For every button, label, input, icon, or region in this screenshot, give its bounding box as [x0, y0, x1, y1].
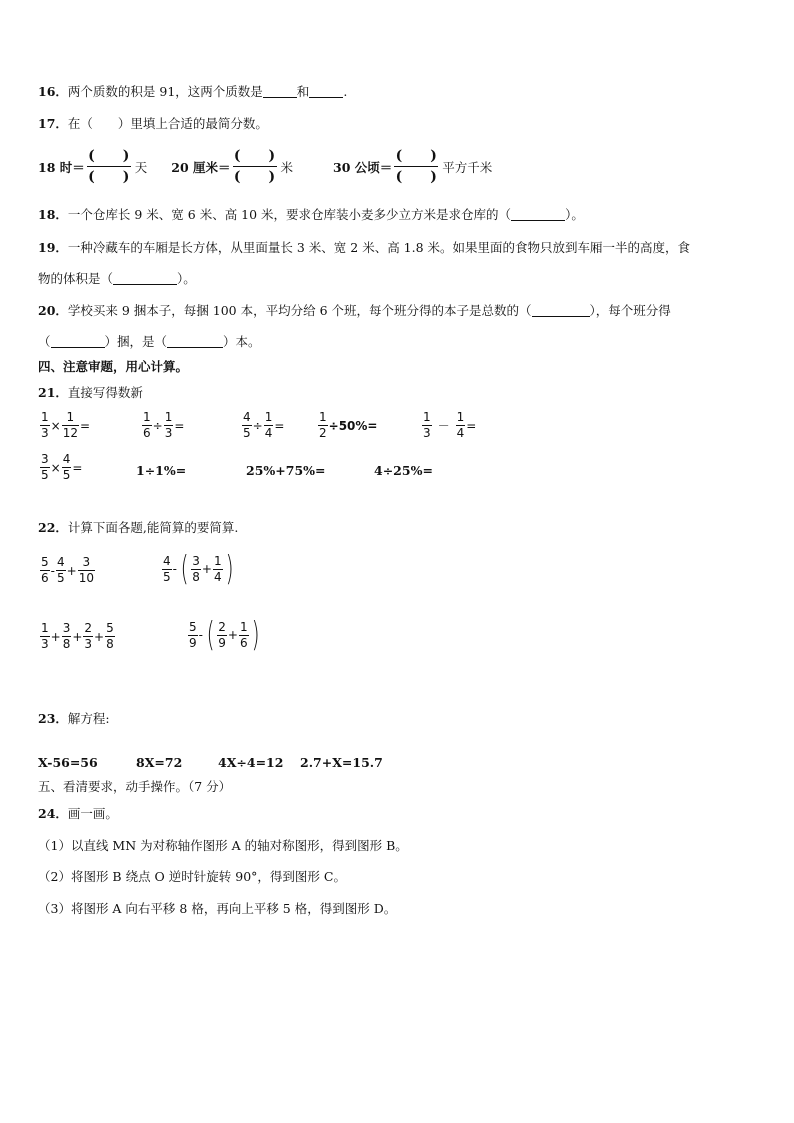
fraction: $\frac{1}{3}$	[423, 410, 431, 440]
question-text: 直接写得数新	[67, 385, 143, 400]
question-text: ）。	[177, 271, 196, 286]
question-number: 18．	[38, 207, 68, 222]
question-19	[38, 240, 690, 256]
question-text: （	[38, 334, 51, 349]
fraction: $\frac{1}{3}$	[41, 410, 49, 440]
fraction: $\frac{5}{9}$	[189, 619, 197, 650]
conversion-unit: 米	[280, 159, 294, 175]
fraction: $\frac{4}{5}$	[243, 410, 251, 440]
fraction: $\frac{2}{9}$	[218, 619, 226, 650]
equation: X-56=56	[38, 755, 98, 770]
question-text: ）捆，是（	[104, 334, 168, 349]
question-text: 计算下面各题,能简算的要简算.	[67, 520, 239, 535]
calc-item: $\frac{1}{6}$ ÷ $\frac{1}{3}$ =	[143, 410, 185, 440]
question-text: 学校买来 9 捆本子，每捆 100 本，平均分给 6 个班，每个班分得的本子是总数的（	[67, 303, 532, 318]
question-text: 和	[296, 84, 310, 99]
question-text: 在（ ）里填上合适的最简分数。	[67, 116, 268, 131]
conversion-left: 30 公顷＝	[333, 159, 393, 175]
conversion-left: 18 时＝	[38, 159, 85, 175]
question-text: 一种冷藏车的车厢是长方体，从里面量长 3 米、宽 2 米、高 1.8 米。如果里面的食物只放到车厢一半的高度，食	[67, 240, 691, 255]
calc-item: $\frac{5}{6}$ - $\frac{4}{5}$ + $\frac{3}{10}$	[41, 555, 94, 585]
question-text: 画一画。	[67, 806, 118, 821]
question-number: 20．	[38, 303, 68, 318]
question-number: 19．	[38, 240, 68, 255]
calc-item: 25%+75%=	[246, 463, 326, 478]
question-text: 两个质数的积是 91，这两个质数是	[67, 84, 263, 99]
calc-item: $\frac{5}{9}$ - ( $\frac{2}{9}$ + $\frac{1}{6}$ )	[189, 615, 260, 655]
calc-item: $\frac{4}{5}$ - ( $\frac{3}{8}$ + $\frac{1}{4}$ )	[163, 549, 234, 589]
question-number: 16．	[38, 84, 68, 99]
question-text: 物的体积是（	[38, 271, 114, 286]
fraction: $\frac{2}{3}$	[84, 621, 93, 651]
fraction: $\frac{1}{12}$	[62, 410, 78, 440]
question-text: ）。	[565, 207, 584, 222]
question-text: 一个仓库长 9 米、宽 6 米、高 10 米，要求仓库装小麦多少立方米是求仓库的（	[67, 207, 512, 222]
fraction: $\frac{4}{5}$	[163, 553, 171, 584]
question-17-items	[38, 147, 492, 186]
calc-item: $\frac{1}{3}$ × $\frac{1}{12}$ =	[41, 410, 91, 440]
question-text: .	[343, 84, 348, 99]
fraction: $\frac{3}{8}$	[62, 621, 71, 651]
calc-item: $\frac{1}{3}$ － $\frac{1}{4}$ =	[423, 410, 477, 440]
fraction-blank[interactable]: ( ) ( )	[395, 148, 437, 185]
conversion-item	[333, 147, 492, 186]
conversion-item	[171, 147, 293, 186]
fraction-blank[interactable]: ( ) ( )	[233, 148, 276, 185]
question-22	[38, 520, 238, 536]
fraction: $\frac{3}{8}$	[192, 553, 200, 584]
fraction: $\frac{1}{6}$	[239, 619, 248, 650]
fraction: $\frac{1}{3}$	[164, 410, 173, 440]
fraction: $\frac{5}{8}$	[106, 621, 114, 651]
answer-blank[interactable]	[511, 208, 565, 221]
answer-blank[interactable]	[113, 272, 177, 285]
calc-item: 4÷25%=	[374, 463, 433, 478]
calc-item: $\frac{1}{2}$ ÷50%=	[319, 410, 378, 440]
fraction: $\frac{1}{3}$	[41, 621, 49, 651]
fraction: $\frac{1}{4}$	[264, 410, 273, 440]
answer-blank[interactable]	[51, 335, 105, 348]
answer-blank[interactable]	[263, 85, 297, 98]
question-19-cont	[38, 271, 196, 287]
question-24	[38, 806, 118, 822]
calc-item: $\frac{1}{3}$ + $\frac{3}{8}$ + $\frac{2}{3}$ + $\frac{5}{8}$	[41, 621, 114, 651]
question-23	[38, 711, 110, 727]
question-number: 24．	[38, 806, 68, 821]
question-21	[38, 385, 143, 401]
conversion-item	[38, 147, 147, 186]
answer-blank[interactable]	[532, 304, 590, 317]
section-heading: 四、注意审题，用心计算。	[38, 359, 189, 374]
question-text: ）本。	[223, 334, 261, 349]
section-heading: 五、看清要求，动手操作。（7 分）	[38, 779, 232, 794]
fraction: $\frac{1}{4}$	[213, 553, 222, 584]
q24-step: （1）以直线 MN 为对称轴作图形 A 的轴对称图形，得到图形 B。	[38, 838, 408, 853]
fraction: $\frac{4}{5}$	[56, 555, 65, 585]
question-number: 17．	[38, 116, 68, 131]
calc-item: 1÷1%=	[136, 463, 187, 478]
question-number: 23．	[38, 711, 68, 726]
q24-step: （3）将图形 A 向右平移 8 格，再向上平移 5 格，得到图形 D。	[38, 901, 397, 916]
question-16	[38, 84, 347, 100]
fraction-blank[interactable]: ( ) ( )	[88, 148, 130, 185]
equation: 2.7+X=15.7	[300, 755, 383, 770]
equation: 4X÷4=12	[218, 755, 284, 770]
calc-item: $\frac{3}{5}$ × $\frac{4}{5}$ =	[41, 452, 83, 482]
calc-item: $\frac{4}{5}$ ÷ $\frac{1}{4}$ =	[243, 410, 285, 440]
q24-step: （2）将图形 B 绕点 O 逆时针旋转 90°，得到图形 C。	[38, 869, 346, 884]
question-text: 解方程:	[67, 711, 110, 726]
question-20	[38, 303, 671, 319]
question-17	[38, 116, 268, 132]
equation: 8X=72	[136, 755, 183, 770]
answer-blank[interactable]	[167, 335, 223, 348]
question-18	[38, 207, 584, 223]
question-number: 22．	[38, 520, 68, 535]
fraction: $\frac{1}{4}$	[456, 410, 465, 440]
question-20-cont	[38, 334, 261, 350]
fraction: $\frac{3}{5}$	[41, 452, 49, 482]
conversion-left: 20 厘米＝	[171, 159, 231, 175]
conversion-unit: 平方千米	[442, 159, 493, 175]
answer-blank[interactable]	[309, 85, 343, 98]
question-number: 21．	[38, 385, 68, 400]
question-text: ），每个班分得	[589, 303, 671, 318]
conversion-unit: 天	[134, 159, 148, 175]
fraction: $\frac{3}{10}$	[78, 555, 94, 585]
fraction: $\frac{1}{2}$	[319, 410, 327, 440]
fraction: $\frac{4}{5}$	[62, 452, 71, 482]
fraction: $\frac{5}{6}$	[41, 555, 49, 585]
fraction: $\frac{1}{6}$	[143, 410, 151, 440]
